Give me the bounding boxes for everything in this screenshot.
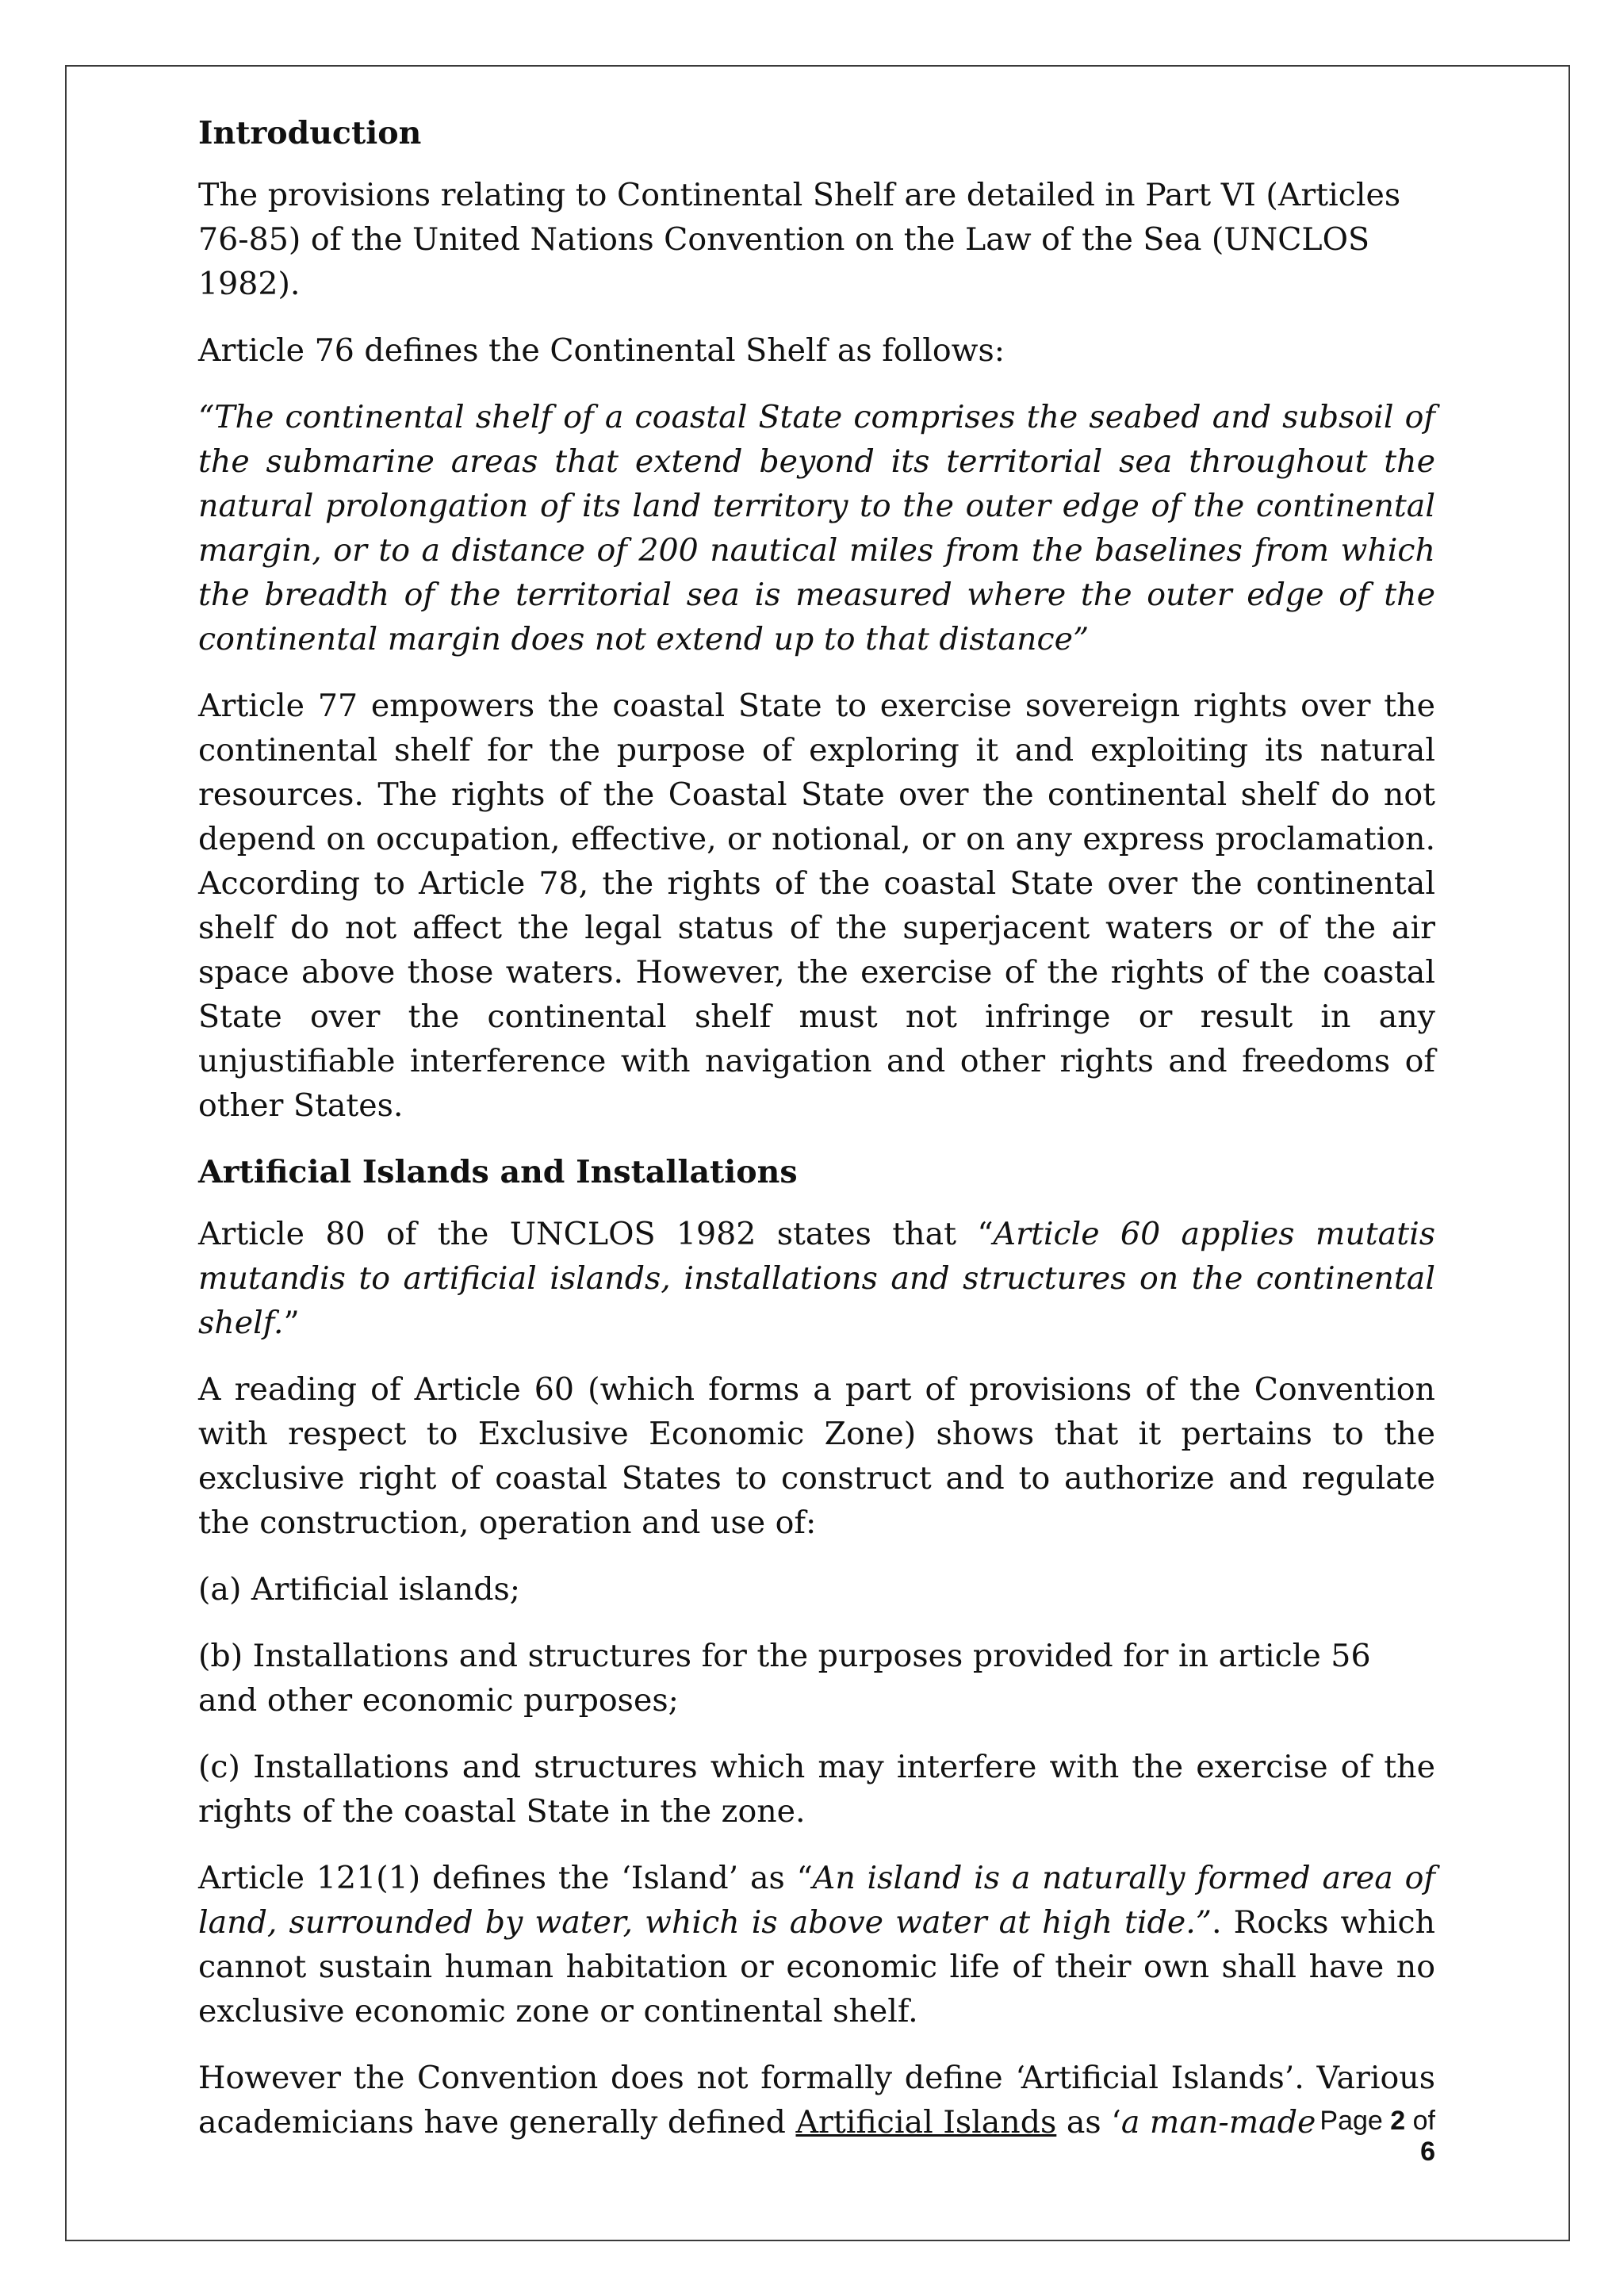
intro-paragraph-2: Article 76 defines the Continental Shelf as follows: [198, 332, 1005, 369]
artificial-islands-definition-paragraph [198, 2056, 1435, 2145]
article-80-prefix: Article 80 of the UNCLOS 1982 states that “ [198, 1216, 994, 1252]
document-body [198, 111, 1435, 2167]
list-item-a: (a) Artificial islands; [198, 1571, 521, 1608]
article-121-prefix: Article 121(1) defines the ‘Island’ as “ [198, 1860, 813, 1896]
page-label: Page [1320, 2106, 1383, 2136]
article-121-suffix: . Rocks which cannot sustain human habitation or economic life of their own shall have no exclusive economic zone or continental shelf. [198, 1904, 1436, 2030]
article-121-quote: An island is a naturally formed area of land, surrounded by water, which is above water at high tide.” [198, 1860, 1435, 1941]
artificial-islands-link[interactable]: Artificial Islands [795, 2104, 1057, 2141]
article-121-paragraph [198, 1856, 1435, 2033]
list-item-b: (b) Installations and structures for the purposes provided for in article 56 and other economic purposes; [198, 1638, 1371, 1719]
article-60-paragraph: A reading of Article 60 (which forms a part of provisions of the Convention with respect to Exclusive Economic Zone) shows that it pertains to the exclusive right of coastal States to construct and to authorize and regulate the construction, operation and use of: [198, 1371, 1435, 1541]
heading-artificial-islands: Artificial Islands and Installations [198, 1154, 798, 1190]
intro-paragraph-1: The provisions relating to Continental Shelf are detailed in Part VI (Articles 76-85) of the United Nations Convention on the Law of the Sea (UNCLOS 1982). [198, 177, 1401, 302]
of-label: of [1412, 2106, 1435, 2136]
article-80-suffix: ” [283, 1305, 300, 1341]
article-80-paragraph [198, 1212, 1435, 1345]
intro-paragraph-3: Article 77 empowers the coastal State to exercise sovereign rights over the continental shelf for the purpose of exploring it and exploiting its natural resources. The rights of the Coastal State over the continental shelf do not depend on occupation, effective, or notional, or on any express proclamation. According to Article 78, the rights of the coastal State over the continental shelf do not affect the legal status of the superjacent waters or of the air space above those waters. However, the exercise of the rights of the coastal State over the continental shelf must not infringe or result in any unjustifiable interference with navigation and other rights and freedoms of other States. [198, 688, 1435, 1124]
page-number [1300, 2106, 1435, 2168]
definition-mid: as ‘ [1056, 2104, 1121, 2141]
definition-quote: a man-made [1120, 2104, 1316, 2141]
total-pages: 6 [1420, 2137, 1435, 2167]
article-76-quote: “The continental shelf of a coastal State comprises the seabed and subsoil of the submarine areas that extend beyond its territorial sea throughout the natural prolongation of its land territory to the outer edge of the continental margin, or to a distance of 200 nautical miles from the baselines from which the breadth of the territorial sea is measured where the outer edge of the continental margin does not extend up to that distance” [198, 399, 1435, 657]
current-page: 2 [1390, 2106, 1406, 2136]
list-item-c: (c) Installations and structures which may interfere with the exercise of the rights of the coastal State in the zone. [198, 1749, 1435, 1830]
definition-prefix: However the Convention does not formally define ‘Artificial Islands’. Various academicians have generally defined [198, 2060, 1435, 2141]
article-80-quote: Article 60 applies mutatis mutandis to artificial islands, installations and structures on the continental shelf. [198, 1216, 1436, 1341]
heading-introduction: Introduction [198, 115, 422, 151]
